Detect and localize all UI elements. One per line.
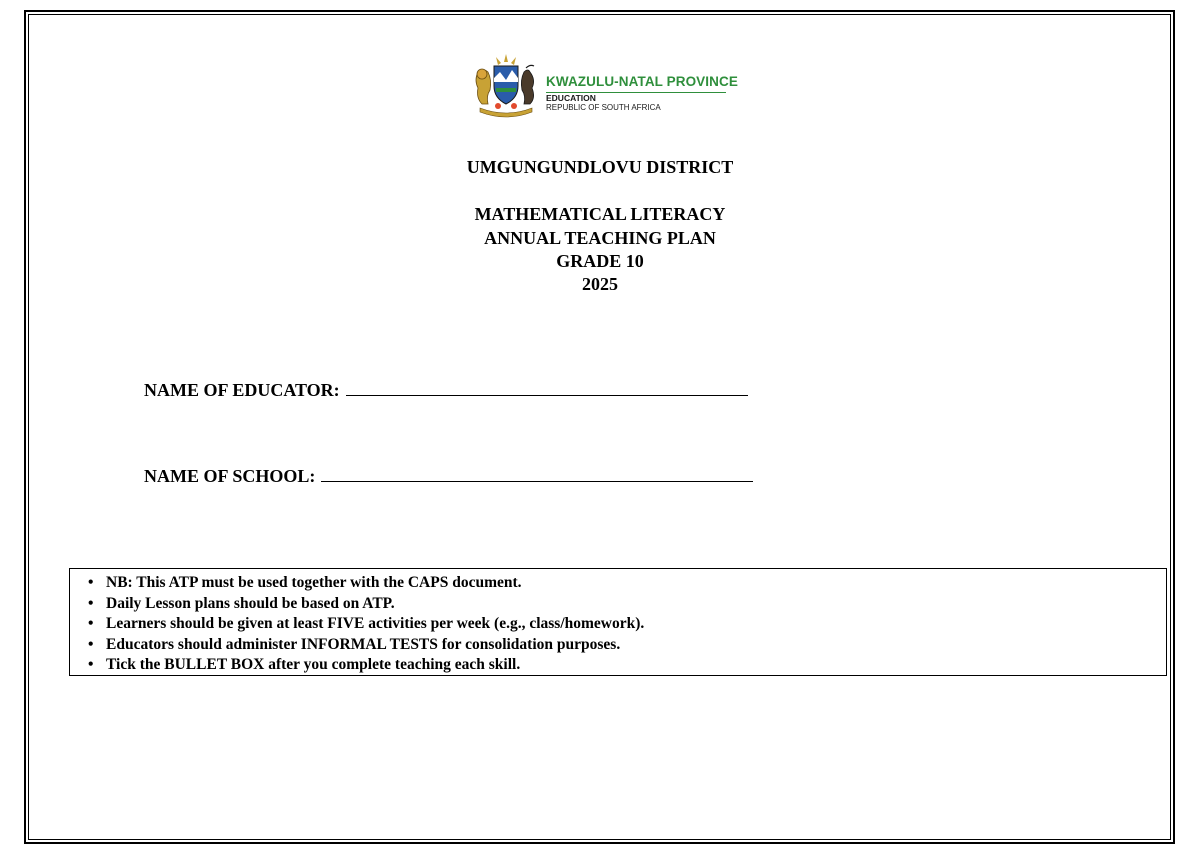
instructions-list	[88, 573, 1166, 676]
bullet-icon: •	[88, 574, 94, 591]
school-name-line[interactable]	[321, 465, 753, 482]
kzn-education-logo	[470, 52, 740, 118]
instructions-box	[69, 568, 1167, 676]
educator-name-field	[144, 379, 748, 401]
coat-of-arms-icon	[470, 52, 542, 118]
logo-province-name: KWAZULU-NATAL PROVINCE	[546, 74, 738, 89]
list-item: • Learners should be given at least FIVE activities per week (e.g., class/homework).	[88, 614, 1166, 635]
school-name-field	[144, 465, 753, 487]
educator-name-line[interactable]	[346, 379, 748, 396]
bullet-icon: •	[88, 656, 94, 673]
list-item: • Tick the BULLET BOX after you complete teaching each skill.	[88, 655, 1166, 676]
list-item: • Daily Lesson plans should be based on ATP.	[88, 594, 1166, 615]
grade-heading: GRADE 10	[556, 251, 644, 271]
subject-heading: MATHEMATICAL LITERACY	[474, 204, 726, 224]
district-heading: UMGUNGUNDLOVU DISTRICT	[466, 157, 734, 177]
year-heading: 2025	[582, 274, 618, 294]
logo-department: EDUCATION	[546, 93, 596, 103]
school-name-label: NAME OF SCHOOL:	[144, 466, 316, 486]
bullet-icon: •	[88, 635, 94, 653]
educator-name-label: NAME OF EDUCATOR:	[144, 380, 340, 400]
list-item: • NB: This ATP must be used together with the CAPS document.	[88, 573, 1166, 594]
logo-country: REPUBLIC OF SOUTH AFRICA	[546, 103, 661, 112]
page-border-inner	[28, 14, 1171, 840]
bullet-icon: •	[88, 615, 94, 632]
list-item: • Educators should administer INFORMAL TESTS for consolidation purposes.	[88, 635, 1166, 656]
bullet-icon: •	[88, 594, 94, 612]
plan-heading: ANNUAL TEACHING PLAN	[484, 228, 716, 248]
